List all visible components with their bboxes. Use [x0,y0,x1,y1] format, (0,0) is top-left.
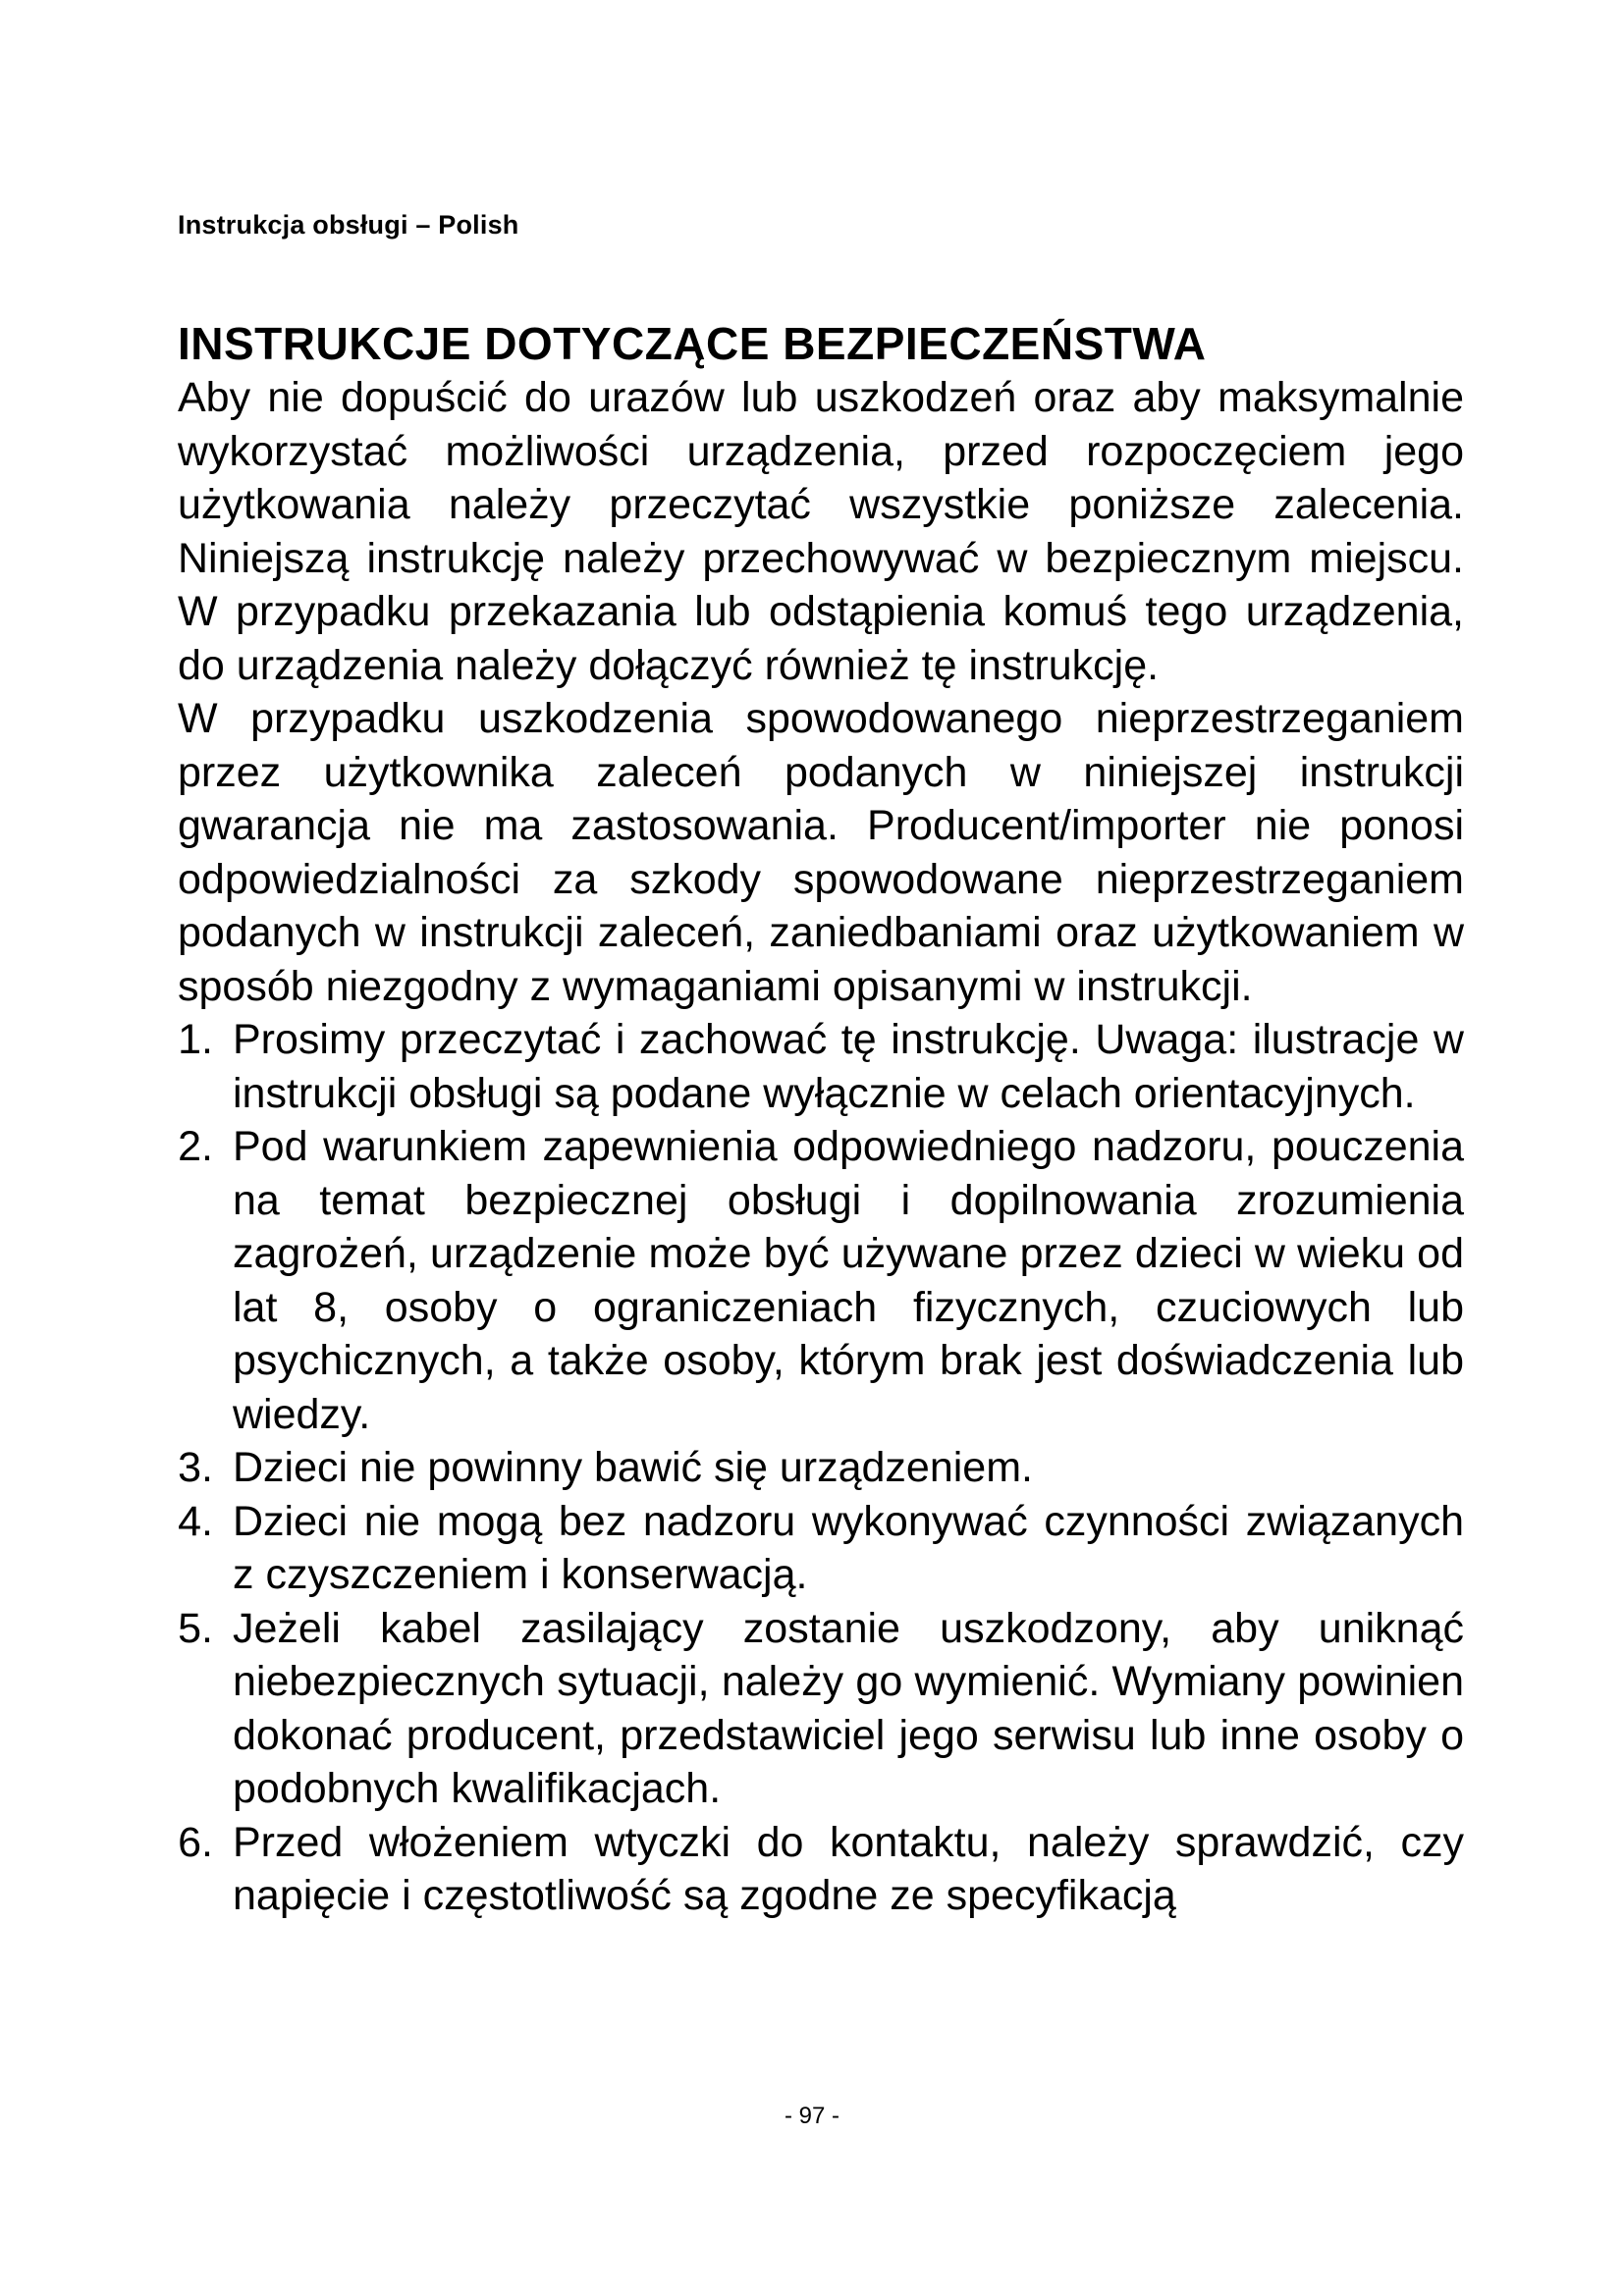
warranty-paragraph: W przypadku uszkodzenia spowodowanego nieprzestrzeganiem przez użytkownika zaleceń podanych w niniejszej instrukcji gwarancja nie ma zastosowania. Producent/importer nie ponosi odpowiedzialności za szkody spowodowane nieprzestrzeganiem podanych w instrukcji zaleceń, zaniedbaniami oraz użytkowaniem w sposób niezgodny z wymaganiami opisanymi w instrukcji. [178,695,1464,1010]
list-item-number: 5. [178,1604,213,1652]
list-item-number: 6. [178,1818,213,1866]
list-item-text: Pod warunkiem zapewnienia odpowiedniego nadzoru, pouczenia na temat bezpiecznej obsługi i dopilnowania zrozumienia zagrożeń, urządzenie może być używane przez dzieci w wieku od lat 8, osoby o ograniczeniach fizycznych, czuciowych lub psychicznych, a także osoby, którym brak jest doświadczenia lub wiedzy. [233,1123,1464,1438]
list-item-text: Dzieci nie mogą bez nadzoru wykonywać czynności związanych z czyszczeniem i konserwacją. [233,1497,1464,1598]
list-item [178,1120,1464,1441]
list-item-text: Dzieci nie powinny bawić się urządzeniem. [233,1444,1033,1491]
list-item [178,1013,1464,1120]
list-item-text: Jeżeli kabel zasilający zostanie uszkodzony, aby uniknąć niebezpiecznych sytuacji, należy go wymienić. Wymiany powinien dokonać producent, przedstawiciel jego serwisu lub inne osoby o podobnych kwalifikacjach. [233,1604,1464,1812]
list-item [178,1816,1464,1923]
list-item [178,1495,1464,1602]
list-item-number: 1. [178,1016,213,1063]
list-item [178,1602,1464,1816]
list-item [178,1441,1464,1495]
running-header: Instrukcja obsługi – Polish [178,210,519,240]
section-title: INSTRUKCJE DOTYCZĄCE BEZPIECZEŃSTWA [178,318,1207,369]
safety-list [178,1013,1464,1923]
list-item-number: 3. [178,1444,213,1491]
list-item-text: Prosimy przeczytać i zachować tę instrukcję. Uwaga: ilustracje w instrukcji obsługi są podane wyłącznie w celach orientacyjnych. [233,1016,1464,1117]
intro-paragraph: Aby nie dopuścić do urazów lub uszkodzeń oraz aby maksymalnie wykorzystać możliwości urządzenia, przed rozpoczęciem jego użytkowania należy przeczytać wszystkie poniższe zalecenia. Niniejszą instrukcję należy przechowywać w bezpiecznym miejscu. W przypadku przekazania lub odstąpienia komuś tego urządzenia, do urządzenia należy dołączyć również tę instrukcję. [178,374,1464,689]
list-item-number: 2. [178,1123,213,1170]
safety-section [178,316,1464,1923]
list-item-text: Przed włożeniem wtyczki do kontaktu, należy sprawdzić, czy napięcie i częstotliwość są zgodne ze specyfikacją [233,1818,1464,1919]
list-item-number: 4. [178,1497,213,1545]
page-number: - 97 - [784,2103,839,2129]
